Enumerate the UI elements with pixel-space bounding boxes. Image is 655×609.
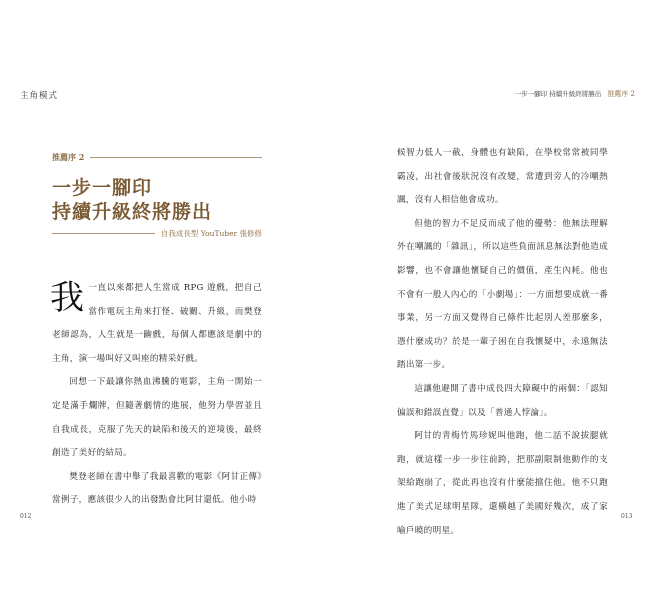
- author-byline: 自我成長型 YouTuber 張修修: [160, 229, 262, 238]
- drop-cap: 我: [50, 278, 85, 318]
- running-head-chapter: [515, 89, 635, 99]
- paragraph: [52, 277, 262, 371]
- paragraph: 但他的智力不足反而成了他的優勢：他無法理解外在嘲諷的「雜訊」，所以這些負面訊息無法對他造成影響，也不會讓他懷疑自己的價值，產生內耗。他也不會有一般人內心的「小劇場」：一方面想要成就一番事業，另一方面又覺得自己條件比起別人差那麼多，憑什麼成功？於是一輩子困在自我懷疑中，永遠無法踏出第一步。: [397, 218, 608, 371]
- divider-rule: [90, 157, 262, 158]
- author-row: [52, 228, 262, 239]
- paragraph: 樊登老師在書中舉了我最喜歡的電影《阿甘正傳》當例子，應該很少人的出發點會比阿甘還低。他小時: [52, 471, 262, 506]
- paragraph: 阿甘的青梅竹馬珍妮叫他跑，他二話不說拔腿就跑，就這樣一步一步往前跨，把那副限制他動作的支架給跑崩了，從此再也沒有什麼能擋住他。他不只跑進了美式足球明星隊，還橫越了美國好幾次，成了家喻戶曉的明星。: [397, 431, 608, 536]
- paragraph: 候智力低人一截，身體也有缺陷，在學校常常被同學霸凌，出社會後狀況沒有改變，常遭到旁人的冷嘲熱諷，沒有人相信他會成功。: [397, 148, 608, 206]
- page-number: 013: [621, 513, 633, 520]
- running-head-title: 一步一腳印 持續升級終將勝出: [514, 90, 602, 98]
- chapter-title: [52, 176, 212, 224]
- divider-rule: [52, 233, 155, 234]
- chapter-title-line-1: 一步一腳印: [52, 177, 153, 199]
- chapter-label: 推薦序 2: [52, 152, 85, 162]
- left-page: [0, 0, 327, 609]
- body-text-left: [52, 277, 262, 513]
- running-head-chapter-label: 推薦序 2: [607, 90, 635, 98]
- page-number: 012: [20, 513, 32, 520]
- paragraph: 這讓他避開了書中成長四大障礙中的兩個：「認知偏誤和錯誤直覺」以及「普通人悖論」。: [397, 383, 608, 418]
- running-head-book-title: 主角模式: [20, 91, 59, 101]
- paragraph: 回想一下最讓你熱血沸騰的電影，主角一開始一定是滿手爛牌，但隨著劇情的進展，他努力學習並且自我成長，克服了先天的缺陷和後天的逆境後，最終創造了美好的結局。: [52, 377, 262, 459]
- body-text-right: [397, 142, 608, 543]
- chapter-label-row: [52, 152, 262, 163]
- paragraph-text: 一直以來都把人生當成 RPG 遊戲，把自己當作電玩主角來打怪、破關、升級，而樊登老師認為，人生就是一齣戲，每個人都應該是劇中的主角，演一場叫好又叫座的精采好戲。: [52, 283, 262, 364]
- chapter-title-line-2: 持續升級終將勝出: [52, 201, 213, 223]
